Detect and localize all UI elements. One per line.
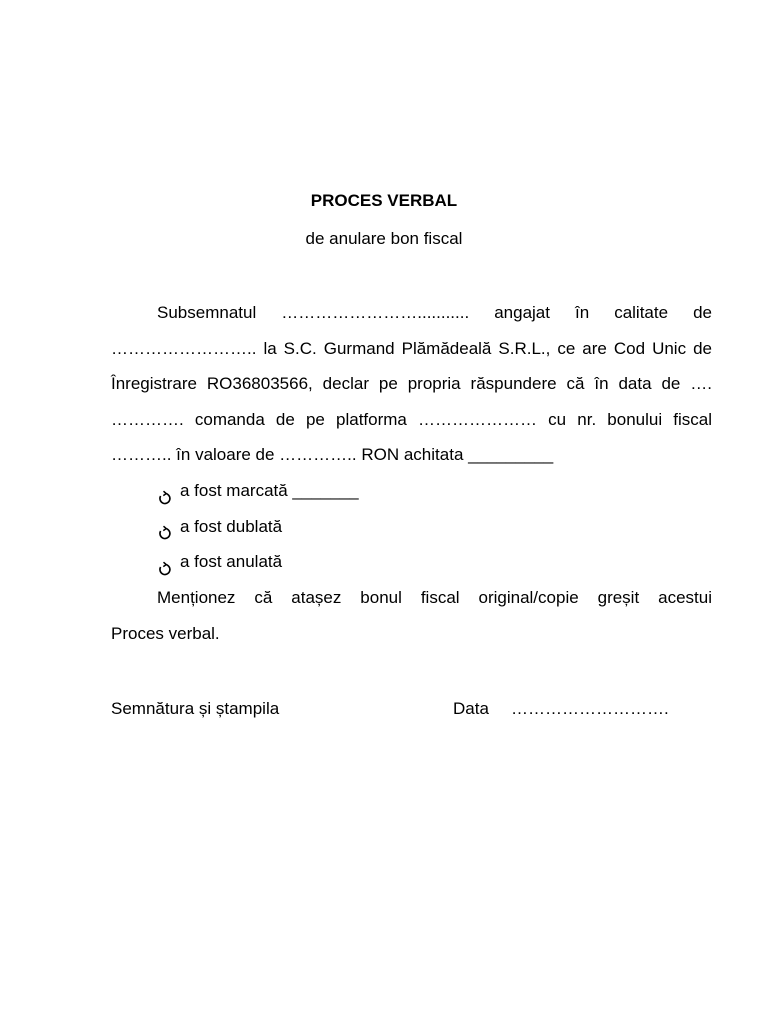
paragraph-line: ……….. în valoare de ………….. RON achitata _________: [111, 445, 554, 464]
date-label: Data: [453, 699, 489, 718]
paragraph-line: …………. comanda de pe platforma ………………… cu nr. bonului fiscal: [111, 409, 712, 429]
signature-label: Semnătura și ștampila: [111, 699, 280, 718]
date-value: ……………………….: [511, 699, 669, 718]
option-label: a fost marcată _______: [180, 481, 359, 500]
document-title: PROCES VERBAL: [310, 191, 458, 210]
option-item-marcata: [157, 473, 359, 509]
closing-line: Menționez că atașez bonul fiscal original/copie greșit acestui: [157, 588, 712, 607]
clockwise-arrow-icon: [157, 483, 173, 499]
declaration-paragraph: [111, 295, 712, 473]
clockwise-arrow-icon: [157, 554, 173, 570]
paragraph-line: Subsemnatul ……………………........... angajat în calitate de: [157, 303, 712, 322]
option-label: a fost anulată: [180, 552, 283, 571]
paragraph-line: …………………….. la S.C. Gurmand Plămădeală S.R.L., ce are Cod Unic de: [111, 338, 712, 358]
closing-line: Proces verbal.: [111, 623, 220, 643]
document-subtitle: de anulare bon fiscal: [305, 229, 463, 248]
closing-paragraph: [111, 580, 712, 651]
option-label: a fost dublată: [180, 516, 283, 536]
option-item-dublata: [157, 509, 359, 545]
status-options-list: [157, 473, 359, 580]
option-item-anulata: [157, 544, 359, 580]
paragraph-line: Înregistrare RO36803566, declar pe propria răspundere că în data de ….: [111, 374, 712, 393]
clockwise-arrow-icon: [157, 518, 173, 534]
